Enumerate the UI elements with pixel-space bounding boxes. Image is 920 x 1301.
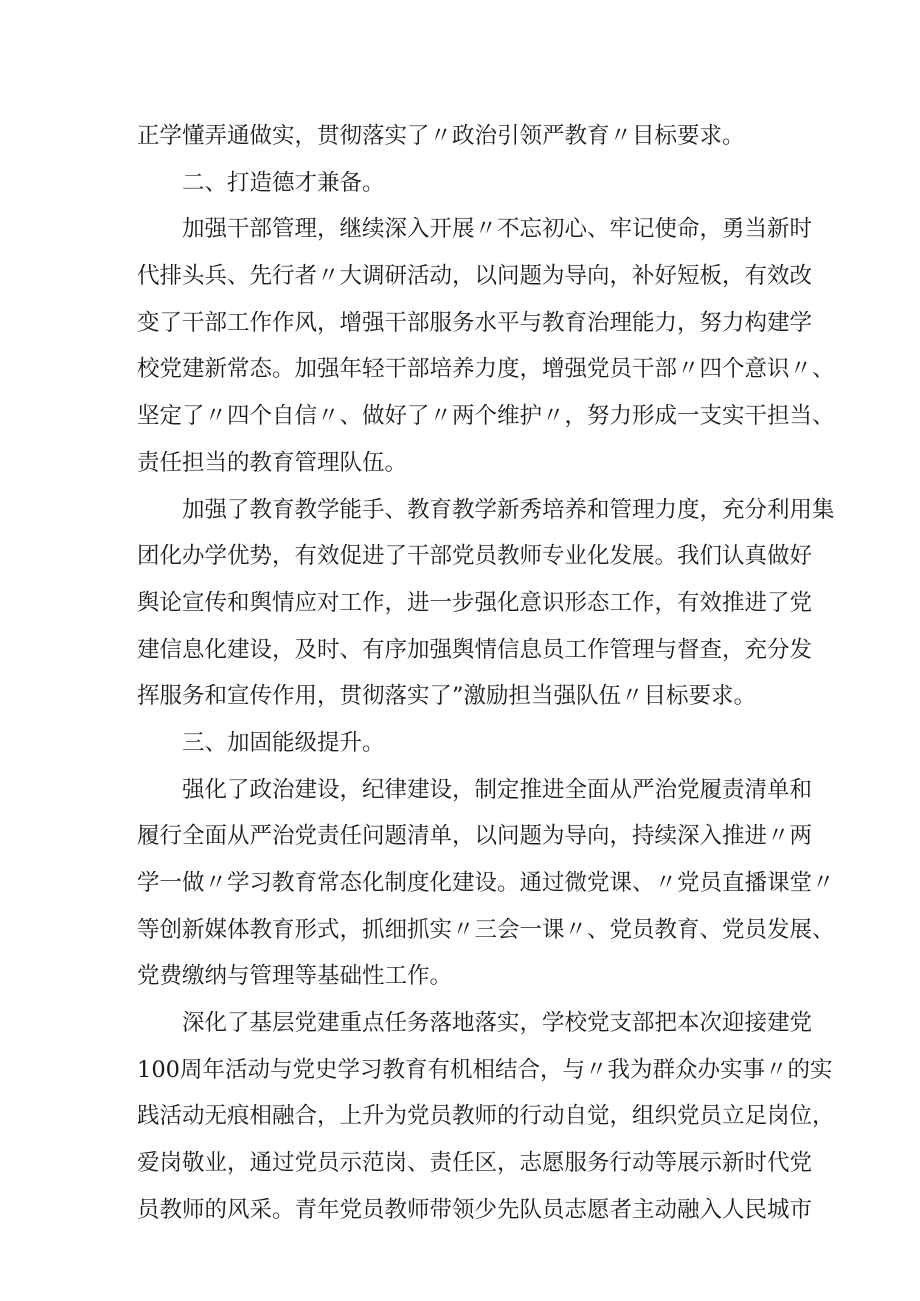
text-line: 学一做〃学习教育常态化制度化建设。通过微党课、〃党员直播课堂〃 [137, 870, 835, 896]
paragraph [137, 1000, 835, 1233]
text-line: 强化了政治建设，纪律建设，制定推进全面从严治党履责清单和 [182, 776, 813, 803]
text-line: 二、打造德才兼备。 [182, 169, 385, 196]
text-line: 坚定了〃四个自信〃、做好了〃两个维护〃，努力形成一支实干担当、 [137, 403, 835, 430]
text-line: 100周年活动与党史学习教育有机相结合，与〃我为群众办实事〃的实 [137, 1056, 833, 1083]
text-line: 深化了基层党建重点任务落地落实，学校党支部把本次迎接建党 [182, 1010, 813, 1037]
text-line: 变了干部工作作风，增强干部服务水平与教育治理能力，努力构建学 [137, 309, 813, 336]
document-page [137, 113, 835, 1234]
text-line: 舆论宣传和舆情应对工作，进一步强化意识形态工作，有效推进了党 [137, 589, 813, 616]
text-line: 党费缴纳与管理等基础性工作。 [137, 963, 453, 990]
section-heading [137, 160, 797, 207]
text-line: 践活动无痕相融合，上升为党员教师的行动自觉，组织党员立足岗位， [137, 1103, 835, 1130]
paragraph [137, 206, 835, 486]
text-line: 爱岗敬业，通过党员示范岗、责任区，志愿服务行动等展示新时代党 [137, 1150, 813, 1177]
text-line: 三、加固能级提升。 [182, 729, 385, 756]
text-line: 加强了教育教学能手、教育教学新秀培养和管理力度，充分利用集 [182, 496, 835, 523]
text-line: 员教师的风采。青年党员教师带领少先队员志愿者主动融入人民城市 [137, 1196, 813, 1223]
text-line: 挥服务和宣传作用，贯彻落实了”激励担当强队伍〃目标要求。 [137, 683, 757, 710]
section-heading [137, 720, 797, 767]
text-line: 等创新媒体教育形式，抓细抓实〃三会一课〃、党员教育、党员发展、 [137, 916, 835, 943]
text-line: 责任担当的教育管理队伍。 [137, 449, 408, 476]
text-line: 校党建新常态。加强年轻干部培养力度，增强党员干部〃四个意识〃、 [137, 356, 835, 383]
paragraph [137, 767, 835, 1000]
text-line: 代排头兵、先行者〃大调研活动，以问题为导向，补好短板，有效改 [137, 263, 813, 290]
text-line: 团化办学优势，有效促进了干部党员教师专业化发展。我们认真做好 [137, 543, 813, 570]
paragraph [137, 113, 797, 160]
text-line: 加强干部管理，继续深入开展〃不忘初心、牢记使命，勇当新时 [182, 216, 813, 243]
paragraph [137, 487, 835, 720]
text-line: 建信息化建设，及时、有序加强舆情信息员工作管理与督查，充分发 [137, 636, 813, 663]
text-line: 正学懂弄通做实，贯彻落实了〃政治引领严教育〃目标要求。 [137, 123, 745, 149]
text-line: 履行全面从严治党责任问题清单，以问题为导向，持续深入推进〃两 [137, 823, 813, 850]
